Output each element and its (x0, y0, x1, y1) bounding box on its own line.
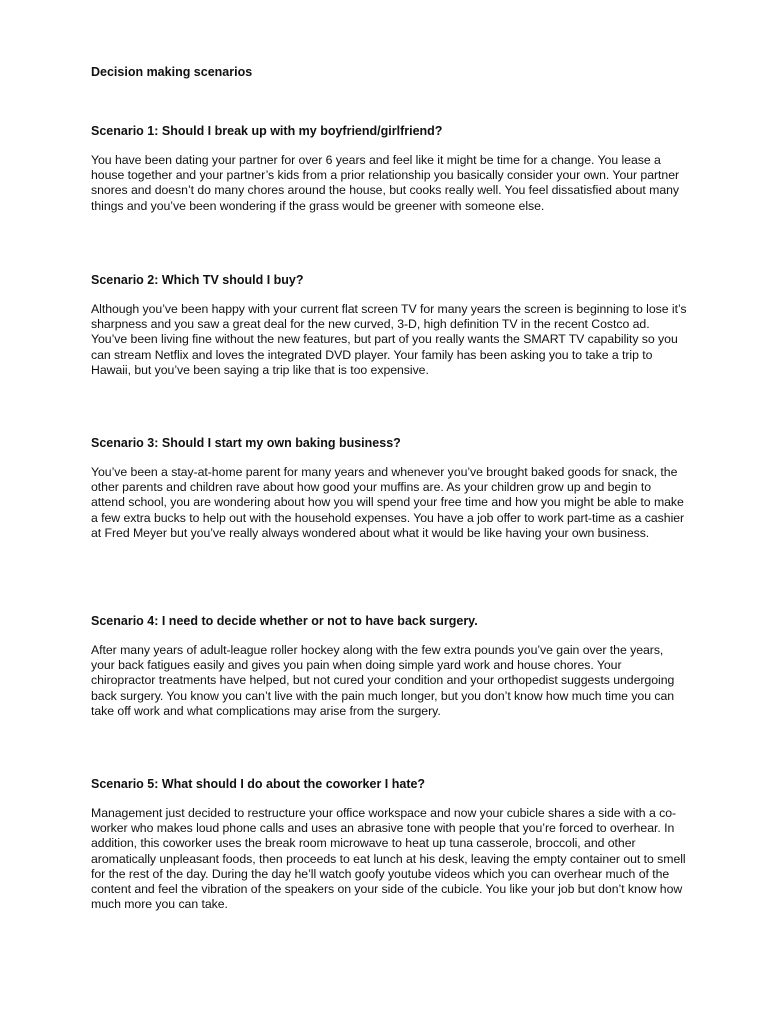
scenario-5 (91, 776, 687, 912)
scenario-5-heading: Scenario 5: What should I do about the coworker I hate? (91, 777, 426, 791)
scenario-4-heading: Scenario 4: I need to decide whether or not to have back surgery. (91, 614, 478, 628)
scenario-2-heading: Scenario 2: Which TV should I buy? (91, 273, 304, 287)
scenario-4-body: After many years of adult-league roller hockey along with the few extra pounds you’ve gain over the years, your back fatigues easily and gives you pain when doing simple yard work and house chores. Your chiropractor treatments have helped, but not cured your condition and your orthopedist suggests undergoing back surgery. You know you can’t live with the pain much longer, but you don’t know how much time you can take off work and what complications may arise from the surgery. (91, 643, 675, 718)
scenario-4 (91, 613, 687, 719)
scenario-5-body: Management just decided to restructure your office workspace and now your cubicle shares a side with a co-worker who makes loud phone calls and uses an abrasive tone with people that you’re forced to overhear. In addition, this coworker uses the break room microwave to heat up tuna casserole, broccoli, and other aromatically unpleasant foods, then proceeds to eat lunch at his desk, leaving the empty container out to smell for the rest of the day. During the day he’ll watch goofy youtube videos which you can overhear much of the content and feel the vibration of the speakers on your side of the cubicle. You like your job but don’t know how much more you can take. (91, 806, 686, 912)
scenario-3-body: You’ve been a stay-at-home parent for many years and whenever you’ve brought baked goods for snack, the other parents and children rave about how good your muffins are. As your children grow up and begin to attend school, you are wondering about how you will spend your free time and how you might be able to make a few extra bucks to help out with the household expenses. You have a job offer to work part-time as a cashier at Fred Meyer but you’ve really always wondered about what it would be like having your own business. (91, 465, 685, 540)
scenario-3 (91, 435, 687, 541)
scenario-1-body: You have been dating your partner for over 6 years and feel like it might be time for a change. You lease a house together and your partner’s kids from a prior relationship you basically consider your own. Your partner snores and doesn’t do many chores around the house, but cooks really well. You feel dissatisfied about many things and you’ve been wondering if the grass would be greener with someone else. (91, 153, 680, 213)
scenario-1-heading: Scenario 1: Should I break up with my boyfriend/girlfriend? (91, 124, 443, 138)
scenario-2 (91, 272, 687, 378)
scenario-1 (91, 123, 687, 214)
scenario-3-heading: Scenario 3: Should I start my own baking business? (91, 436, 401, 450)
document-title: Decision making scenarios (91, 65, 253, 79)
scenario-2-body: Although you’ve been happy with your current flat screen TV for many years the screen is beginning to lose it’s sharpness and you saw a great deal for the new curved, 3-D, high definition TV in the recent Costco ad. You’ve been living fine without the new features, but part of you really wants the SMART TV capability so you can stream Netflix and loves the integrated DVD player. Your family has been asking you to take a trip to Hawaii, but you’ve been saying a trip like that is too expensive. (91, 302, 687, 377)
